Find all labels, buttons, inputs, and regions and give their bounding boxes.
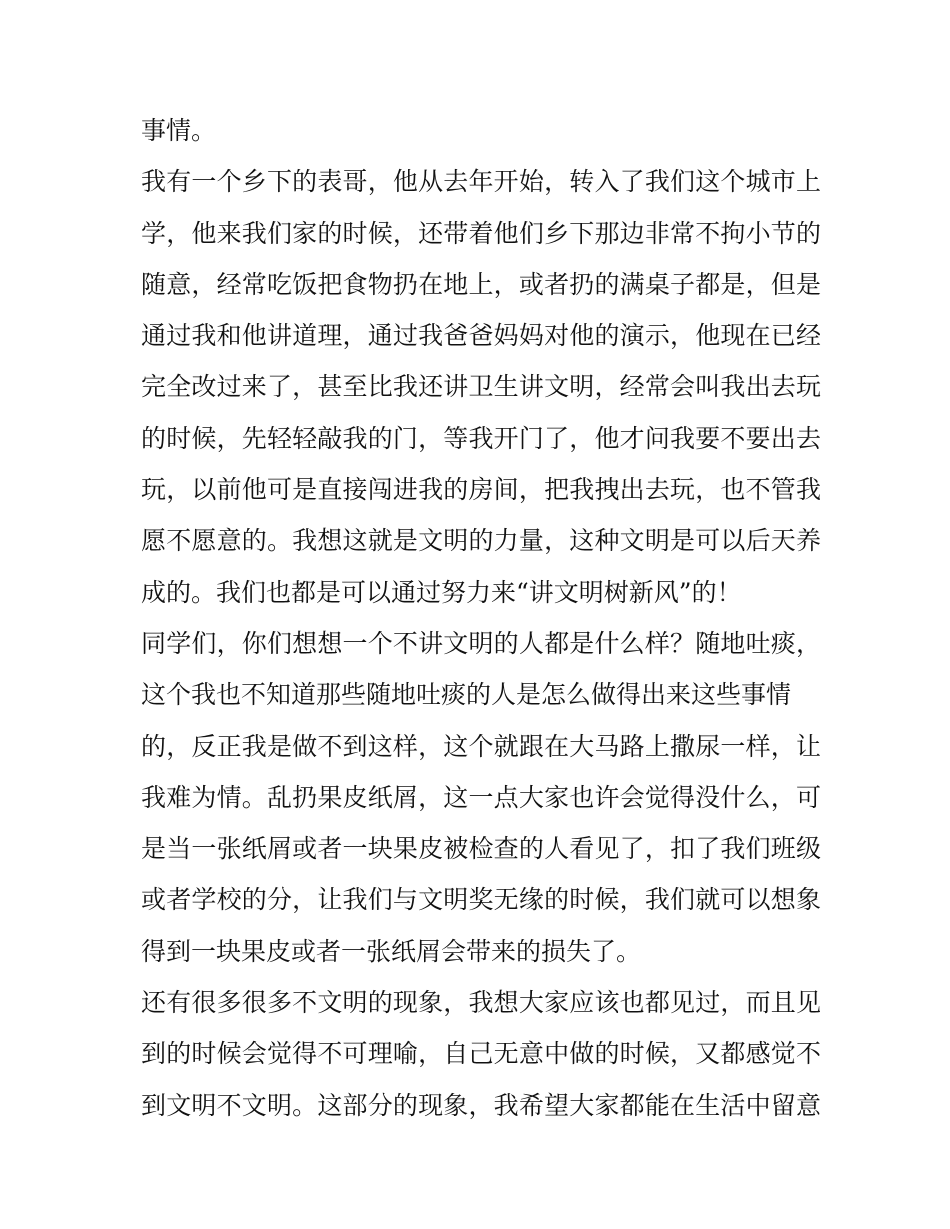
text-line: 随意，经常吃饭把食物扔在地上，或者扔的满桌子都是，但是 (141, 269, 821, 299)
text-line: 的时候，先轻轻敲我的门，等我开门了，他才问我要不要出去 (141, 423, 821, 453)
text-line: 愿不愿意的。我想这就是文明的力量，这种文明是可以后天养 (141, 526, 821, 556)
body-text (141, 105, 821, 1131)
text-line: 是当一张纸屑或者一块果皮被检查的人看见了，扣了我们班级 (141, 834, 821, 864)
text-line: 通过我和他讲道理，通过我爸爸妈妈对他的演示，他现在已经 (141, 321, 821, 351)
text-line: 玩，以前他可是直接闯进我的房间，把我拽出去玩，也不管我 (141, 475, 821, 505)
text-line: 完全改过来了，甚至比我还讲卫生讲文明，经常会叫我出去玩 (141, 372, 821, 402)
text-line: 同学们，你们想想一个不讲文明的人都是什么样？随地吐痰， (141, 628, 821, 658)
text-line: 成的。我们也都是可以通过努力来“讲文明树新风”的！ (141, 577, 742, 607)
text-line: 到文明不文明。这部分的现象，我希望大家都能在生活中留意 (141, 1090, 821, 1120)
text-line: 我难为情。乱扔果皮纸屑，这一点大家也许会觉得没什么，可 (141, 782, 821, 812)
text-line: 得到一块果皮或者一张纸屑会带来的损失了。 (141, 936, 642, 966)
text-line: 到的时候会觉得不可理喻，自己无意中做的时候，又都感觉不 (141, 1039, 821, 1069)
text-line: 我有一个乡下的表哥，他从去年开始，转入了我们这个城市上 (141, 167, 821, 197)
text-line: 事情。 (141, 116, 217, 145)
text-line: 这个我也不知道那些随地吐痰的人是怎么做得出来这些事情 (141, 680, 792, 710)
text-line: 或者学校的分，让我们与文明奖无缘的时候，我们就可以想象 (141, 885, 821, 915)
text-line: 的，反正我是做不到这样，这个就跟在大马路上撒尿一样，让 (141, 731, 821, 761)
text-line: 学，他来我们家的时候，还带着他们乡下那边非常不拘小节的 (141, 218, 821, 248)
text-line: 还有很多很多不文明的现象，我想大家应该也都见过，而且见 (141, 988, 821, 1018)
